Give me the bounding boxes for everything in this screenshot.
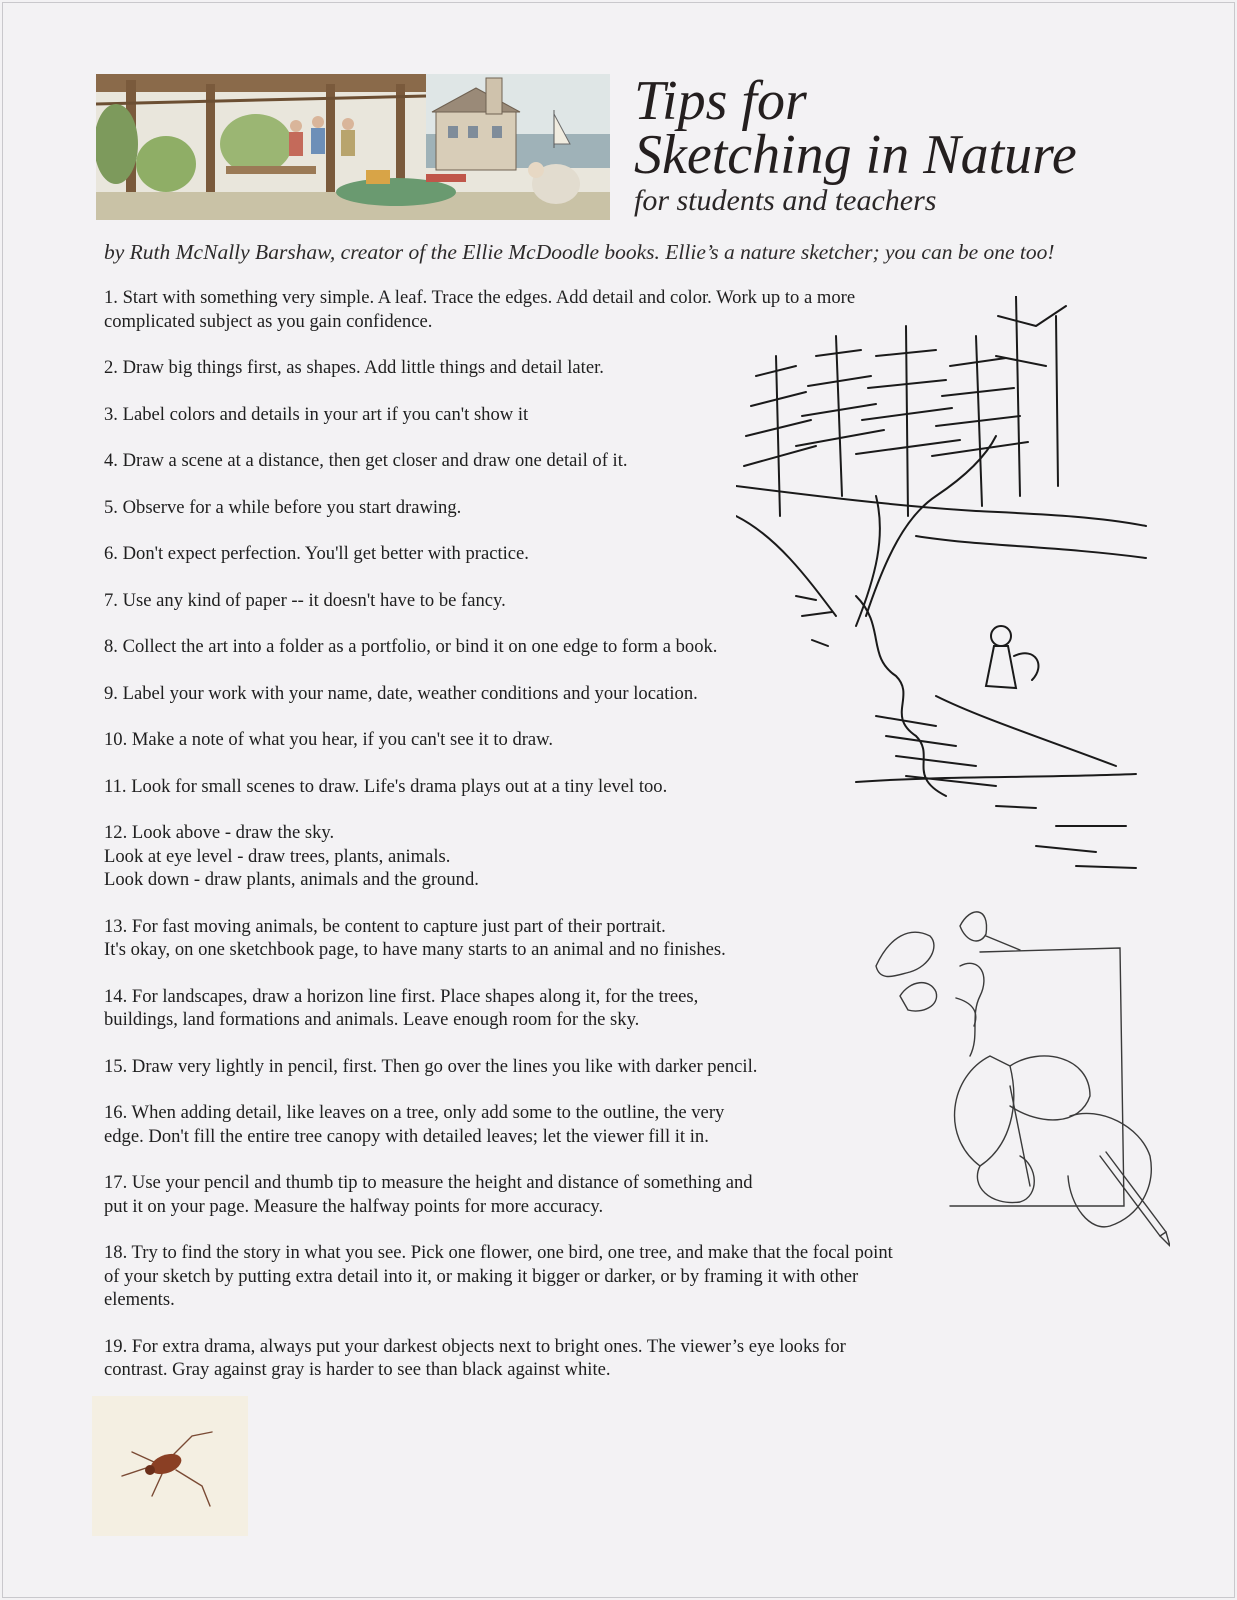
- tip-line: complicated subject as you gain confidence.: [104, 310, 433, 332]
- insect-illustration: [92, 1396, 248, 1536]
- tip-item: [104, 1101, 984, 1148]
- hand-drawing-butterfly-sketch: [870, 906, 1170, 1266]
- tip-line: buildings, land formations and animals. Leave enough room for the sky.: [104, 1009, 640, 1030]
- tip-line: 11. Look for small scenes to draw. Life's drama plays out at a tiny level too.: [104, 775, 668, 797]
- tip-line: 12. Look above - draw the sky.: [104, 822, 335, 843]
- tip-line: elements.: [104, 1289, 175, 1310]
- tip-line: 13. For fast moving animals, be content to capture just part of their portrait.: [104, 915, 666, 937]
- tip-item: [104, 1241, 984, 1312]
- tip-line: of your sketch by putting extra detail into it, or making it bigger or darker, or by framing it with other: [104, 1265, 859, 1287]
- tip-item: [104, 915, 984, 962]
- tip-line: 19. For extra drama, always put your darkest objects next to bright ones. The viewer’s eye looks for: [104, 1335, 846, 1357]
- tip-line: 15. Draw very lightly in pencil, first. Then go over the lines you like with darker pencil.: [104, 1055, 758, 1077]
- page-title-line-1: Tips for: [634, 70, 807, 132]
- tip-line: 3. Label colors and details in your art if you can't show it: [104, 403, 529, 425]
- tip-item: [104, 985, 984, 1032]
- tip-line: edge. Don't fill the entire tree canopy with detailed leaves; let the viewer fill it in.: [104, 1125, 709, 1147]
- tip-item: [104, 1171, 984, 1218]
- author-byline: by Ruth McNally Barshaw, creator of the Ellie McDoodle books. Ellie’s a nature sketcher; you can be one too!: [104, 240, 1055, 264]
- tip-line: Look down - draw plants, animals and the ground.: [104, 869, 479, 890]
- tip-line: 16. When adding detail, like leaves on a tree, only add some to the outline, the very: [104, 1102, 725, 1123]
- tip-line: Look at eye level - draw trees, plants, animals.: [104, 845, 451, 867]
- tip-item: [104, 1335, 984, 1382]
- banner-illustration: [96, 74, 610, 220]
- tip-line: 2. Draw big things first, as shapes. Add little things and detail later.: [104, 357, 604, 378]
- tip-item: [104, 1055, 984, 1079]
- tip-line: 4. Draw a scene at a distance, then get closer and draw one detail of it.: [104, 450, 628, 471]
- tree-landscape-sketch: [736, 296, 1156, 896]
- tip-line: 6. Don't expect perfection. You'll get better with practice.: [104, 543, 529, 564]
- tip-line: 5. Observe for a while before you start drawing.: [104, 496, 462, 518]
- title-block: [634, 70, 1077, 218]
- tip-line: 9. Label your work with your name, date, weather conditions and your location.: [104, 682, 698, 704]
- tip-line: contrast. Gray against gray is harder to see than black against white.: [104, 1359, 611, 1380]
- tip-line: 10. Make a note of what you hear, if you can't see it to draw.: [104, 729, 554, 750]
- page-subtitle: for students and teachers: [634, 184, 937, 217]
- tip-line: 8. Collect the art into a folder as a portfolio, or bind it on one edge to form a book.: [104, 636, 718, 657]
- tip-line: 7. Use any kind of paper -- it doesn't have to be fancy.: [104, 589, 506, 611]
- tip-line: It's okay, on one sketchbook page, to have many starts to an animal and no finishes.: [104, 939, 726, 960]
- tip-line: put it on your page. Measure the halfway points for more accuracy.: [104, 1195, 604, 1217]
- page-title-line-2: Sketching in Nature: [634, 124, 1077, 186]
- tip-line: 17. Use your pencil and thumb tip to measure the height and distance of something and: [104, 1172, 753, 1193]
- tip-line: 18. Try to find the story in what you see. Pick one flower, one bird, one tree, and make that the focal point: [104, 1242, 893, 1263]
- tip-line: 1. Start with something very simple. A leaf. Trace the edges. Add detail and color. Work up to a more: [104, 287, 856, 308]
- tip-line: 14. For landscapes, draw a horizon line first. Place shapes along it, for the trees,: [104, 985, 699, 1007]
